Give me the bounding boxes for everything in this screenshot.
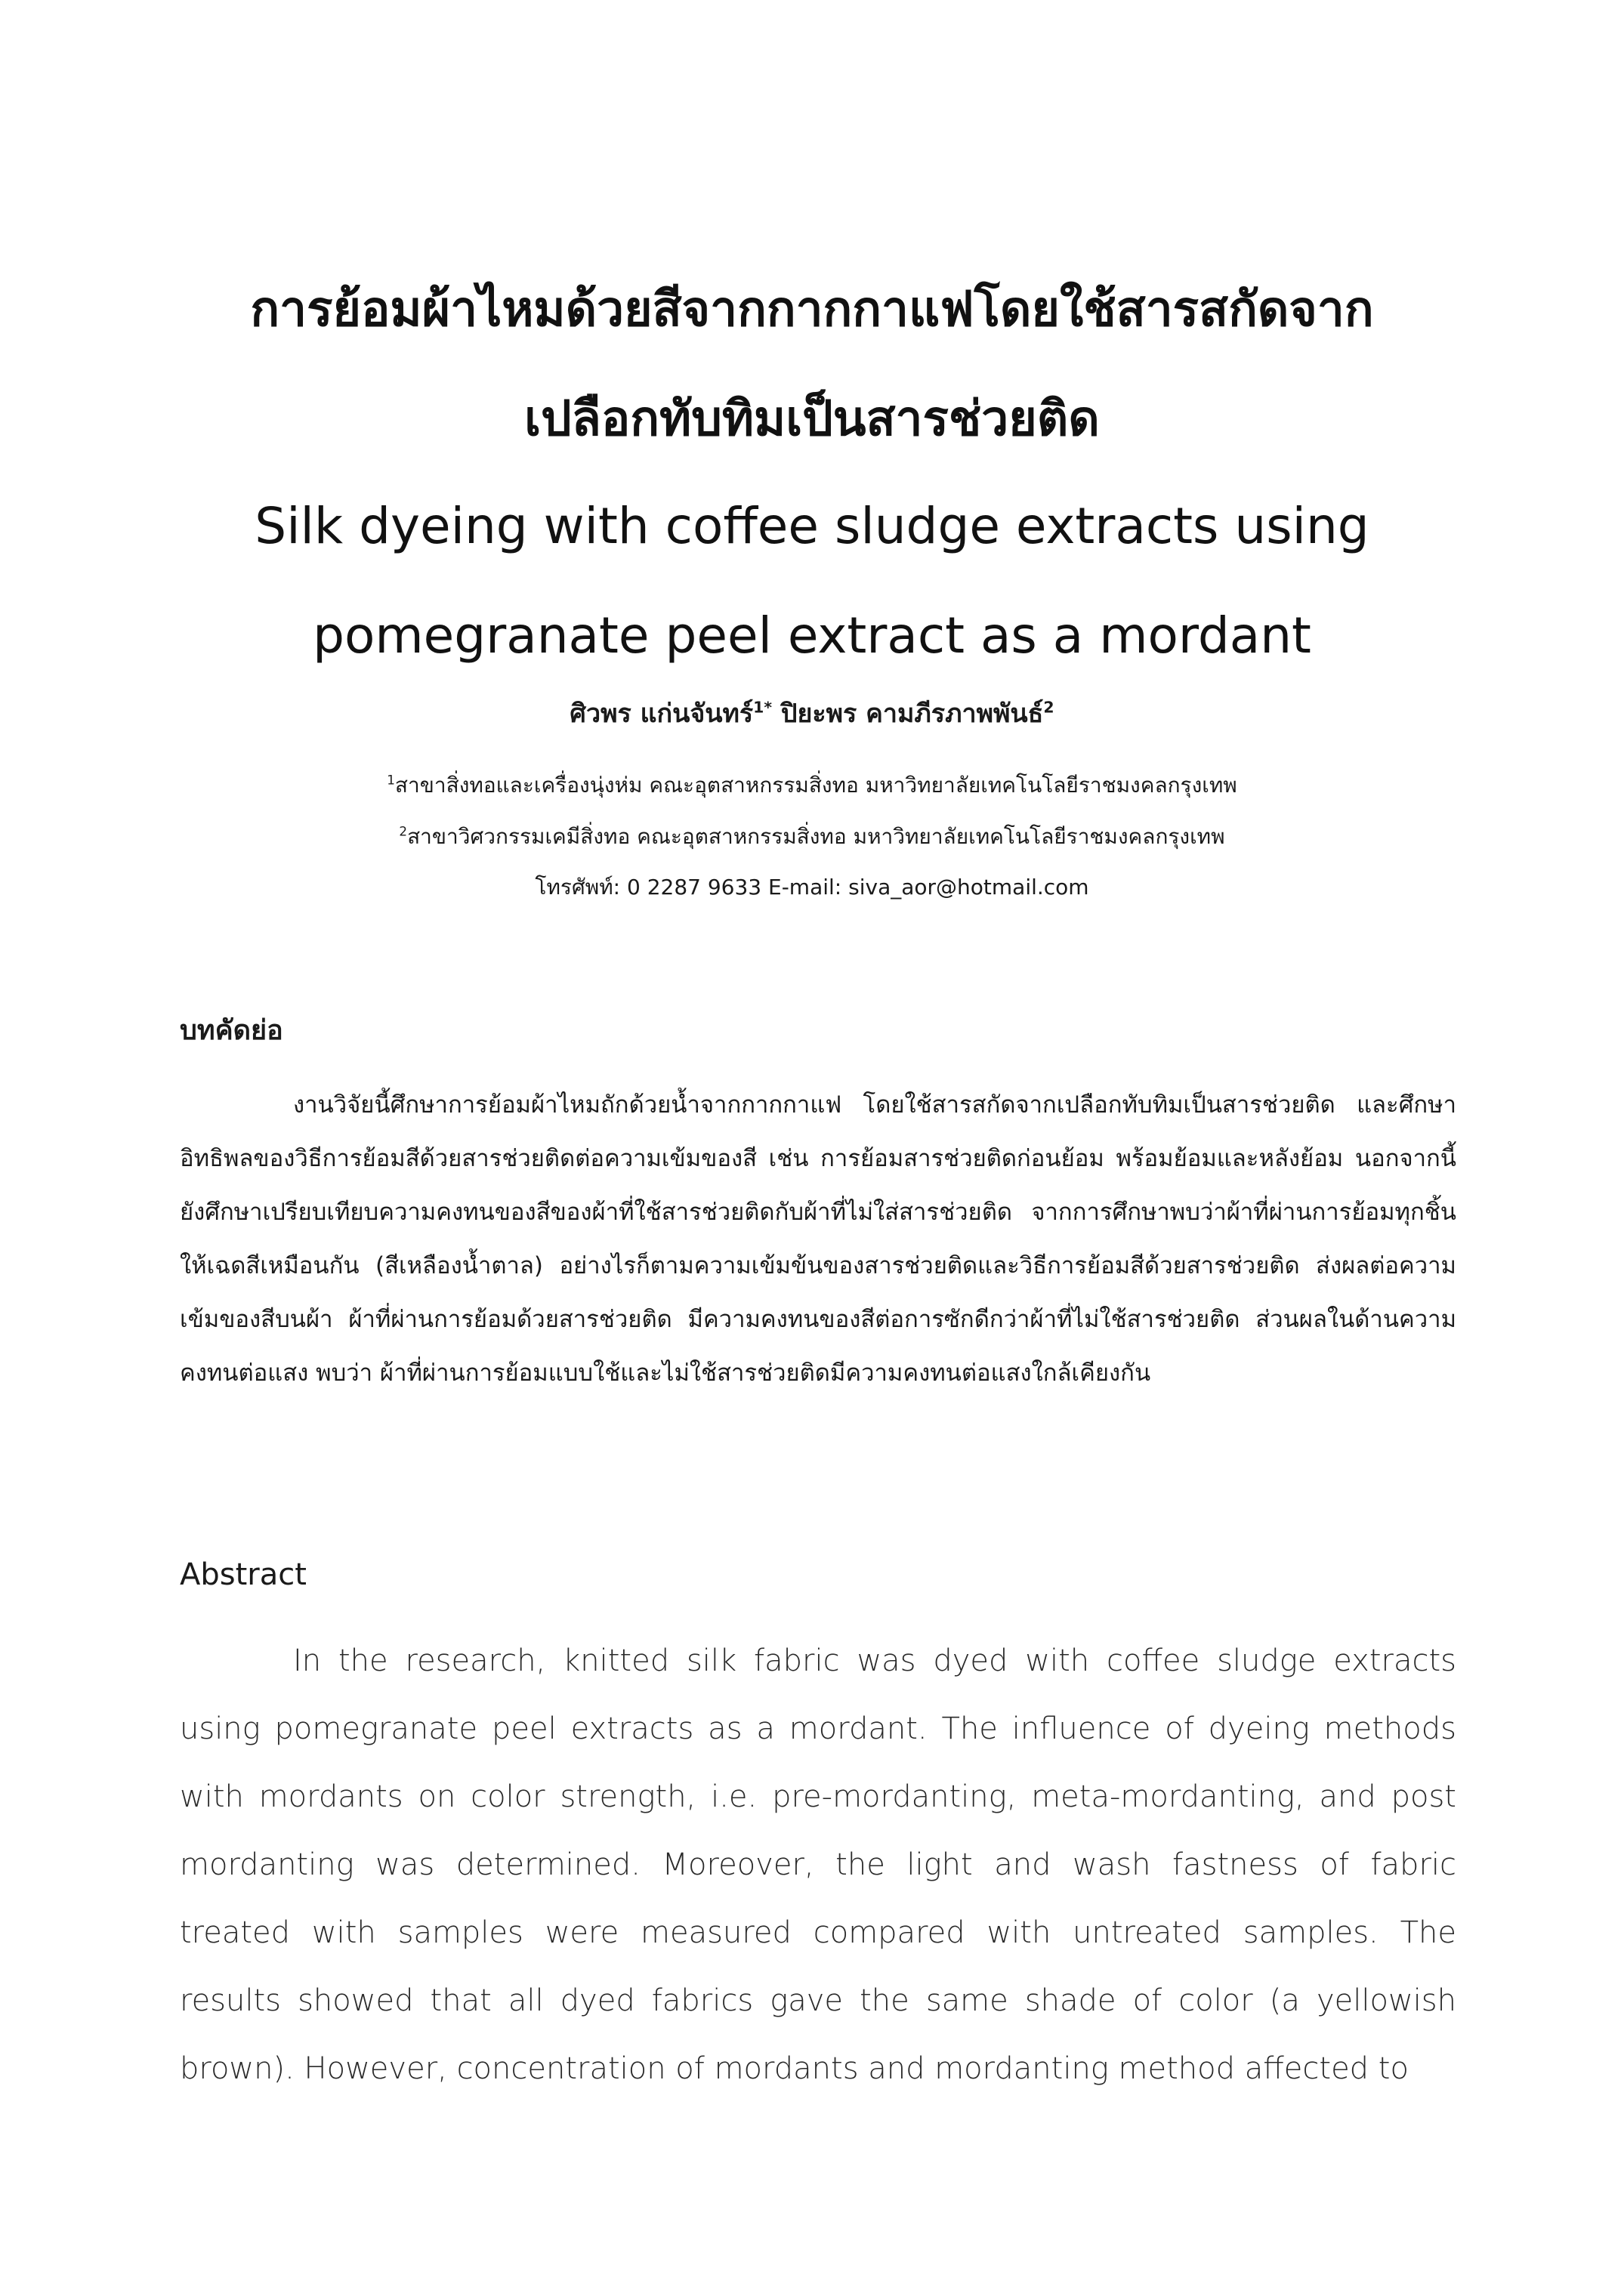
affiliation-1-superscript: 1 — [387, 772, 395, 788]
affiliation-2-text: สาขาวิศวกรรมเคมีสิ่งทอ คณะอุตสาหกรรมสิ่งทอ มหาวิทยาลัยเทคโนโลยีราชมงคลกรุงเทพ — [407, 824, 1225, 849]
contact-info: โทรศัพท์: 0 2287 9633 E-mail: siva_aor@hotmail.com — [535, 875, 1089, 900]
author-1-superscript: 1* — [753, 698, 773, 717]
english-abstract-body: In the research, knitted silk fabric was dyed with coffee sludge extracts using pomegranate peel extracts as a mordant. The influence of dyeing methods with mordants on color strength, i.e. pre-mordanting, meta-mordanting, and post mordanting was determined. Moreover, the light and wash fastness of fabric treated with samples were measured compared with untreated samples. The results showed that all dyed fabrics gave the same shade of color (a yellowish brown). However, concentration of mordants and mordanting method affected to — [180, 1643, 1456, 2086]
author-2-name: ปิยะพร คามภีรภาพพันธ์ — [772, 699, 1044, 729]
english-title-line-2: pomegranate peel extract as a mordant — [313, 606, 1311, 665]
author-line — [0, 695, 1624, 733]
english-abstract-heading: Abstract — [180, 1557, 307, 1592]
english-title-line-1: Silk dyeing with coffee sludge extracts using — [255, 497, 1369, 555]
thai-abstract-body: งานวิจัยนี้ศึกษาการย้อมผ้าไหมถักด้วยน้ำจากกากกาแฟ โดยใช้สารสกัดจากเปลือกทับทิมเป็นสารช่วยติด และศึกษาอิทธิพลของวิธีการย้อมสีด้วยสารช่วยติดต่อความเข้มของสี เช่น การย้อมสารช่วยติดก่อนย้อม พร้อมย้อมและหลังย้อม นอกจากนี้ยังศึกษาเปรียบเทียบความคงทนของสีของผ้าที่ใช้สารช่วยติดกับผ้าที่ไม่ใส่สารช่วยติด จากการศึกษาพบว่าผ้าที่ผ่านการย้อมทุกชิ้นให้เฉดสีเหมือนกัน (สีเหลืองน้ำตาล) อย่างไรก็ตามความเข้มข้นของสารช่วยติดและวิธีการย้อมสีด้วยสารช่วยติด ส่งผลต่อความเข้มของสีบนผ้า ผ้าที่ผ่านการย้อมด้วยสารช่วยติด มีความคงทนของสีต่อการซักดีกว่าผ้าที่ไม่ใช้สารช่วยติด ส่วนผลในด้านความคงทนต่อแสง พบว่า ผ้าที่ผ่านการย้อมแบบใช้และไม่ใช้สารช่วยติดมีความคงทนต่อแสงใกล้เคียงกัน — [180, 1091, 1456, 1387]
author-2-superscript: 2 — [1043, 698, 1054, 717]
affiliation-1 — [0, 770, 1624, 801]
thai-abstract-heading: บทคัดย่อ — [180, 1015, 283, 1046]
thai-title-line-2: เปลือกทับทิมเป็นสารช่วยติด — [524, 391, 1100, 447]
author-1-name: ศิวพร แก่นจันทร์ — [570, 699, 754, 729]
affiliation-2-superscript: 2 — [399, 823, 408, 839]
affiliation-2 — [0, 822, 1624, 852]
affiliation-1-text: สาขาสิ่งทอและเครื่องนุ่งห่ม คณะอุตสาหกรรมสิ่งทอ มหาวิทยาลัยเทคโนโลยีราชมงคลกรุงเทพ — [394, 773, 1237, 798]
thai-title-line-1: การย้อมผ้าไหมด้วยสีจากกากกาแฟโดยใช้สารสกัดจาก — [250, 282, 1374, 338]
